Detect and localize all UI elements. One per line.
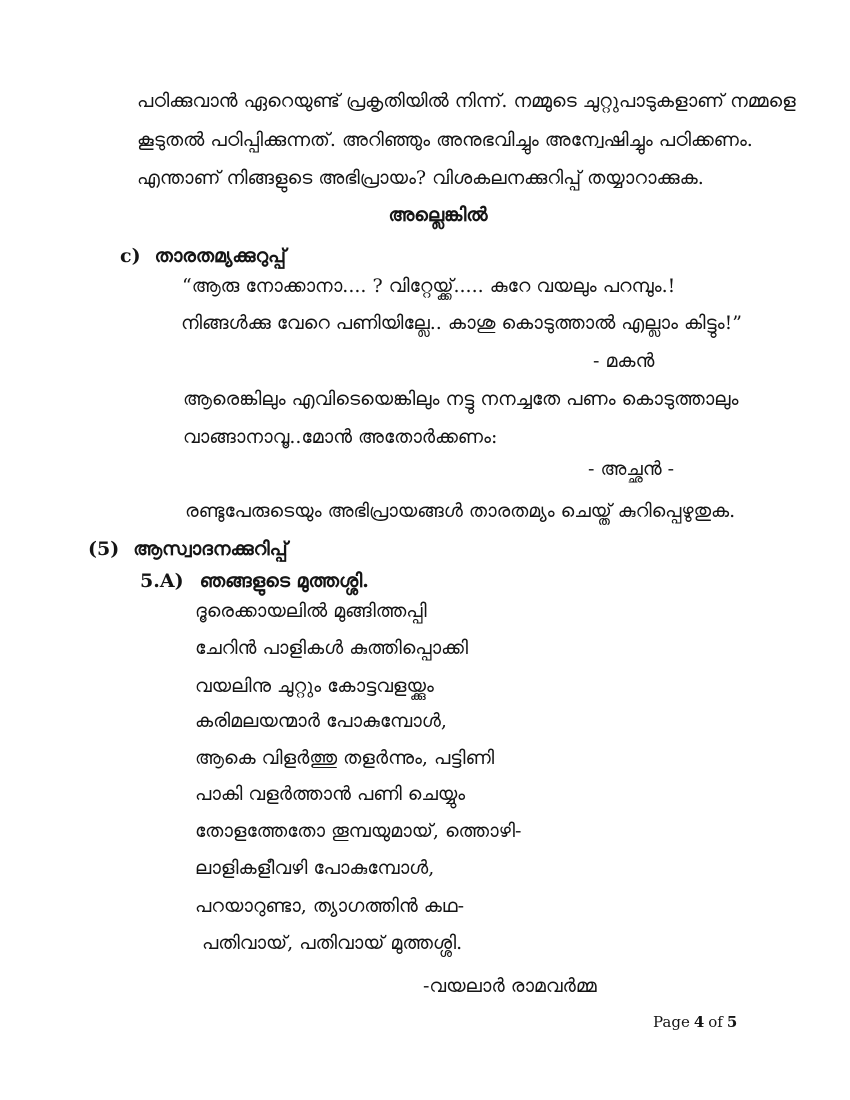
section-5-title: ആസ്വാദനക്കുറിപ്പ്	[133, 538, 288, 560]
footer-of-word: of	[708, 1013, 723, 1031]
intro-paragraph-line: പഠിക്കുവാൻ ഏറെയുണ്ട് പ്രകൃതിയിൽ നിന്ന്. നമ്മുടെ ചുറ്റുപാടുകളാണ് നമ്മളെ	[137, 90, 796, 112]
poem-line: പാകി വളർത്താൻ പണി ചെയ്യും	[195, 783, 466, 805]
poem-line: വയലിനു ചുറ്റും കോട്ടവളയ്ക്കും	[195, 675, 434, 697]
sub-question-label: 5.A)	[140, 570, 184, 592]
intro-paragraph-line: എന്താണ് നിങ്ങളുടെ അഭിപ്രായം? വിശകലനക്കുറിപ്പ് തയ്യാറാക്കുക.	[137, 167, 704, 189]
poem-line: ചേറിൻ പാളികൾ കുത്തിപ്പൊക്കി	[195, 637, 468, 659]
section-5-label: (5)	[88, 538, 120, 560]
section-5-heading	[88, 538, 288, 562]
father-attribution: - അച്ഛൻ -	[588, 458, 675, 480]
section-c-title: താരതമ്യക്കുറുപ്പ്	[154, 245, 287, 267]
poem-line: ദൂരെക്കായലിൽ മുങ്ങിത്തപ്പി	[195, 600, 427, 622]
page-number-footer	[653, 1013, 737, 1031]
poem-title-heading	[140, 570, 369, 594]
section-c-heading	[120, 245, 286, 269]
footer-prefix: Page	[653, 1013, 690, 1031]
comparison-instruction: രണ്ടുപേരുടെയും അഭിപ്രായങ്ങൾ താരതമ്യം ചെയ്ത് കുറിപ്പെഴുതുക.	[185, 500, 736, 522]
poet-attribution: -വയലാർ രാമവർമ്മ	[423, 975, 597, 997]
father-line: വാങ്ങാനാവൂ..മോൻ അതോർക്കണം:	[183, 426, 498, 448]
poem-line: പതിവായ്, പതിവായ് മുത്തശ്ശി.	[202, 932, 463, 954]
poem-line: ആകെ വിളർത്തു തളർന്നും, പട്ടിണി	[195, 747, 495, 769]
poem-line: ലാളികളീവഴി പോകുമ്പോൾ,	[195, 857, 435, 879]
poem-line: പറയാറുണ്ടാ, ത്യാഗത്തിൻ കഥ-	[195, 895, 464, 917]
poem-line: കരിമലയന്മാർ പോകുമ്പോൾ,	[195, 710, 447, 732]
son-attribution: - മകൻ	[593, 350, 655, 372]
or-divider: അല്ലെങ്കിൽ	[388, 204, 488, 226]
father-line: ആരെങ്കിലും എവിടെയെങ്കിലും നട്ടു നനച്ചതേ പണം കൊടുത്താലും	[183, 388, 739, 410]
poem-line: തോളത്തേതോ തൂമ്പയുമായ്, ത്തൊഴി-	[195, 820, 522, 842]
section-c-label: c)	[120, 245, 141, 267]
intro-paragraph-line: കൂടുതൽ പഠിപ്പിക്കുന്നത്. അറിഞ്ഞും അനുഭവിച്ചും അന്വേഷിച്ചും പഠിക്കണം.	[137, 129, 753, 151]
footer-current-page: 4	[693, 1013, 705, 1031]
quote-line: നിങ്ങൾക്കു വേറെ പണിയില്ലേ.. കാശു കൊടുത്താൽ എല്ലാം കിട്ടും!”	[181, 312, 742, 334]
footer-total-pages: 5	[726, 1013, 738, 1031]
quote-line: “ആരു നോക്കാനാ.... ? വിറ്റേയ്ക്ക്..... കുറേ വയലും പറമ്പും.!	[182, 275, 676, 297]
poem-title: ഞങ്ങളുടെ മുത്തശ്ശി.	[199, 570, 369, 592]
